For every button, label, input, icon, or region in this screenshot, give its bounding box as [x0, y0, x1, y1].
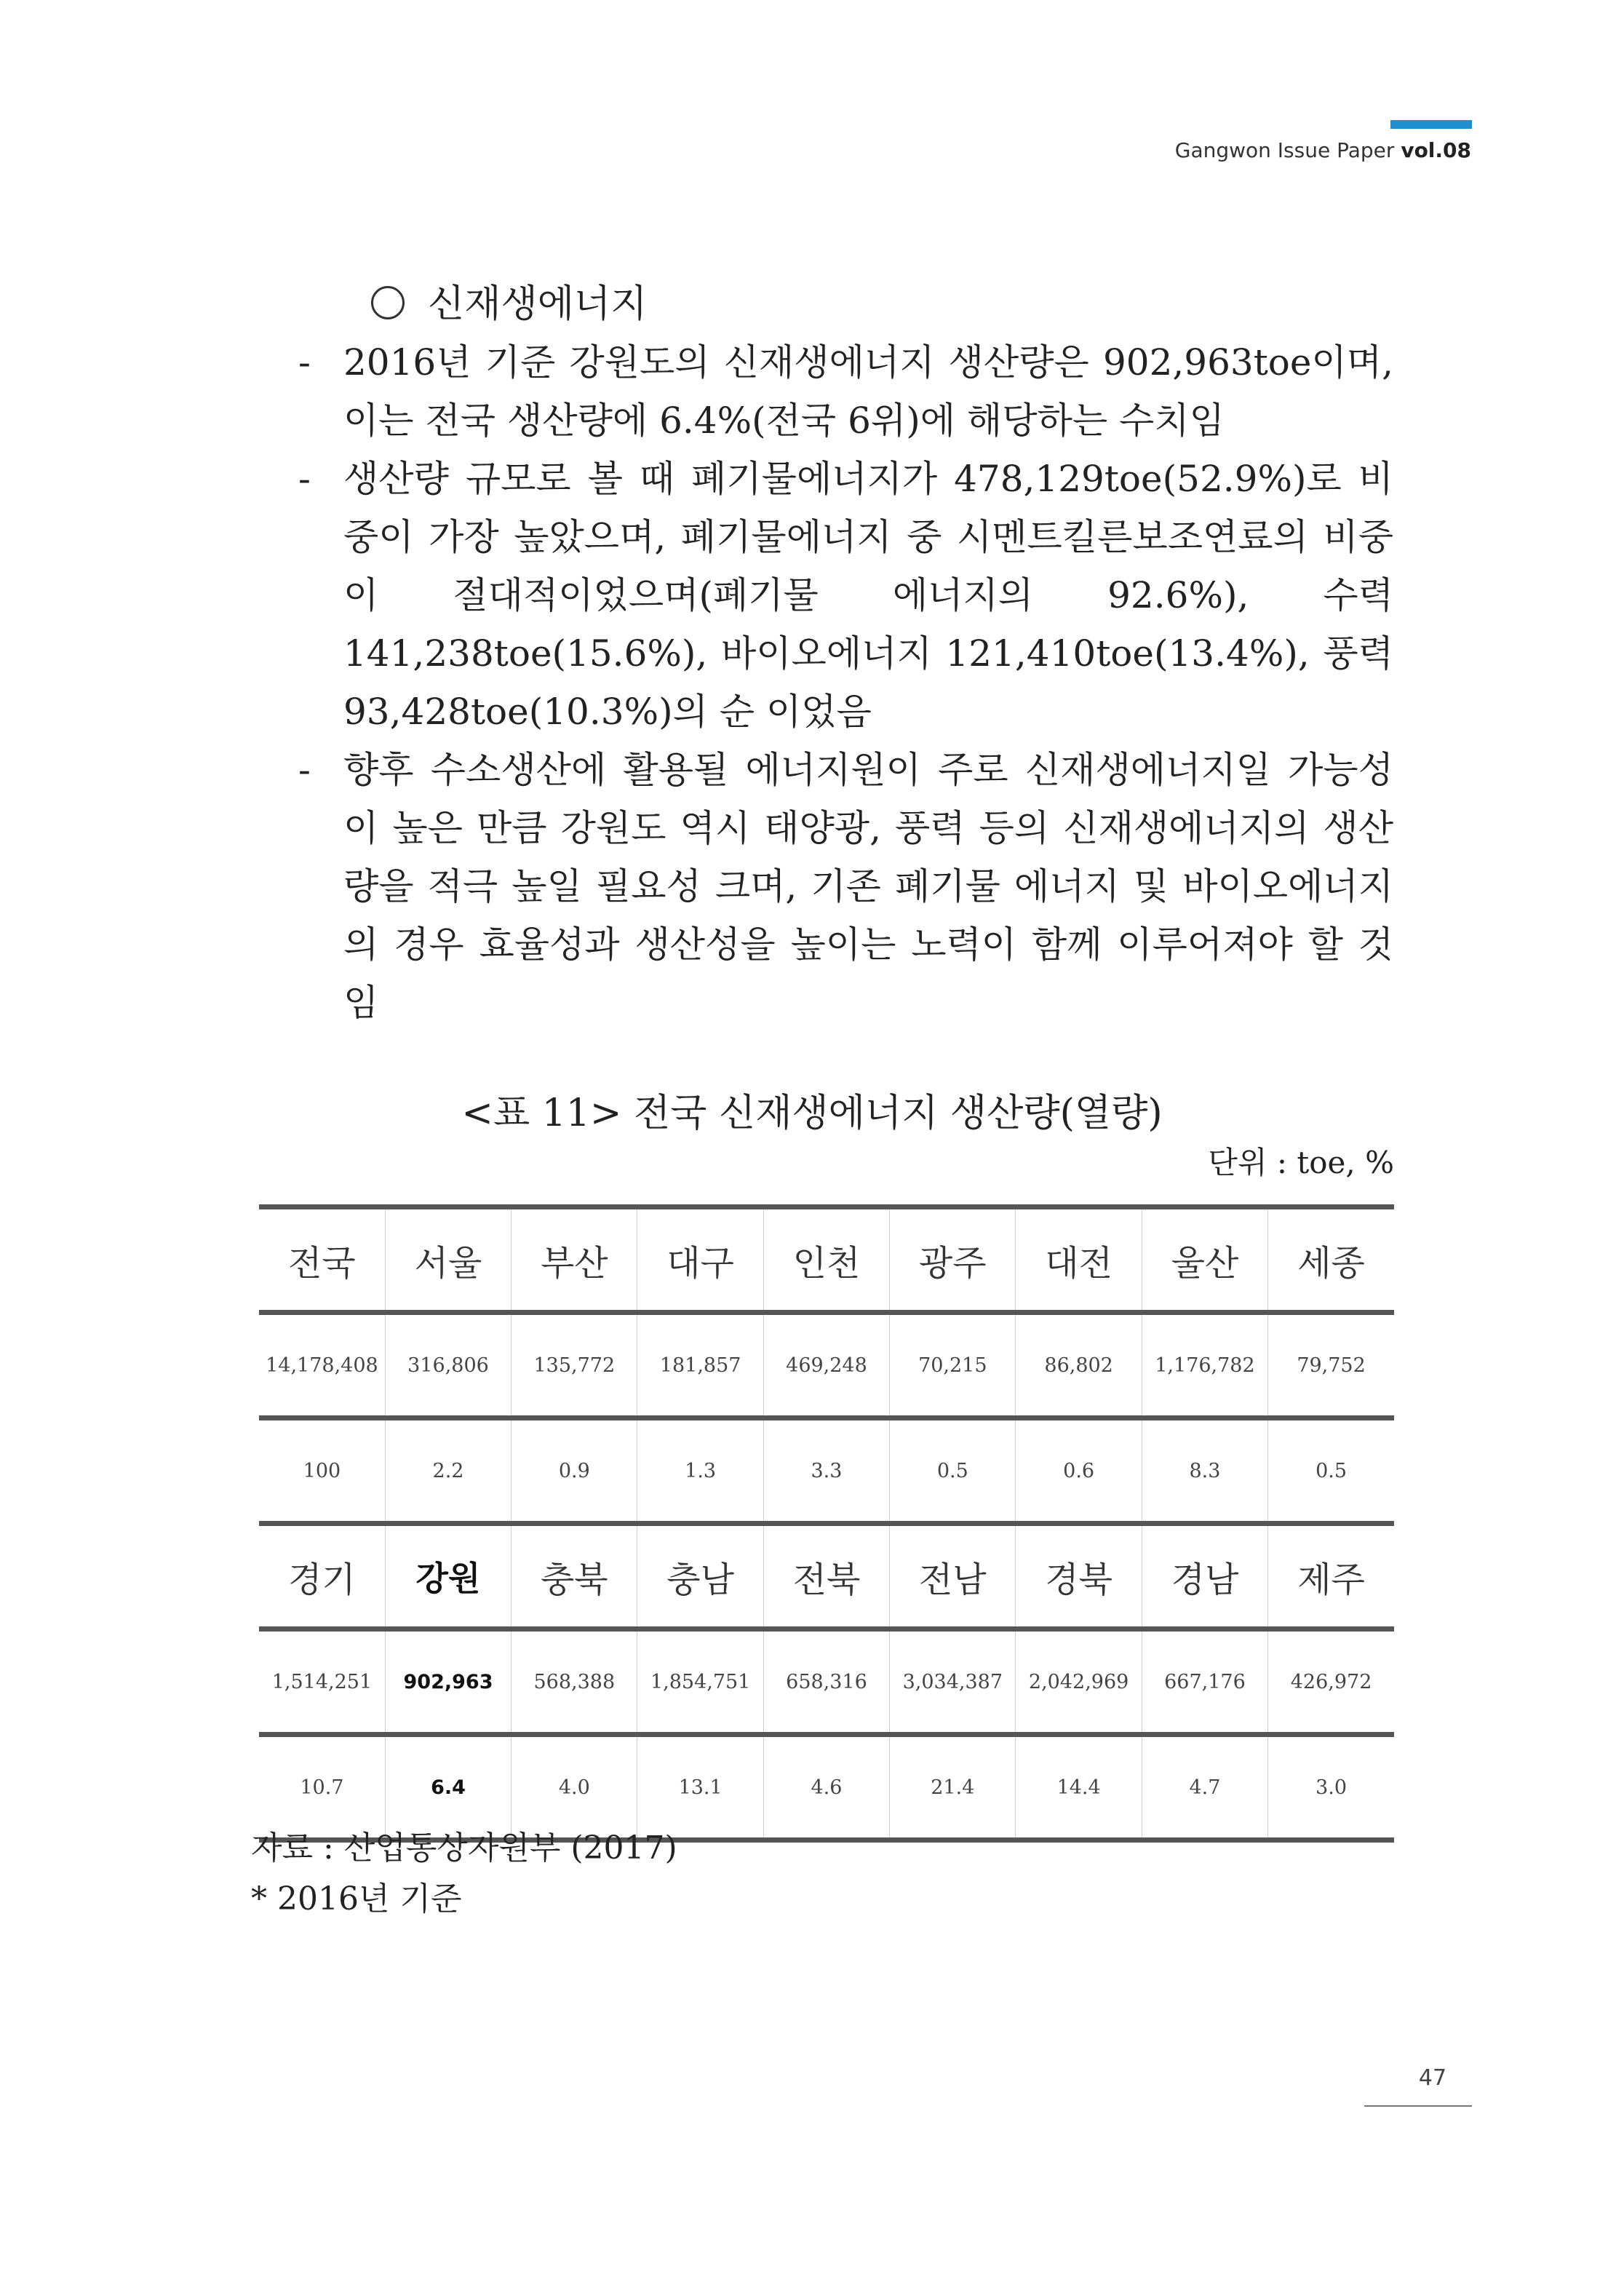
region-cell: 경남	[1142, 1524, 1267, 1629]
table-title: <표 11> 전국 신재생에너지 생산량(열량)	[461, 1092, 1163, 1135]
dash-bullet: -	[298, 341, 311, 384]
bullet-item	[298, 450, 1393, 741]
share-cell: 10.7	[259, 1735, 385, 1840]
header-volume: vol.08	[1401, 138, 1471, 162]
region-cell: 전남	[890, 1524, 1016, 1629]
table-unit: 단위 : toe, %	[1208, 1145, 1394, 1180]
bullet-text: 생산량 규모로 볼 때 폐기물에너지가 478,129toe(52.9%)로 비중이 가장 높았으며, 폐기물에너지 중 시멘트킬른보조연료의 비중이 절대적이었으며(폐기물 에너지의 92.6%), 수력 141,238toe(15.6%), 바이오에너지 121,410toe(13.4%), 풍력 93,428toe(10.3%)의 순 이었음	[343, 458, 1393, 733]
bullet-item	[298, 333, 1393, 450]
share-row	[259, 1418, 1394, 1524]
value-row	[259, 1629, 1394, 1735]
value-cell: 426,972	[1268, 1629, 1394, 1735]
region-cell: 인천	[763, 1207, 889, 1313]
region-cell: 울산	[1142, 1207, 1267, 1313]
share-cell: 3.0	[1268, 1735, 1394, 1840]
section-title-text: 신재생에너지	[428, 282, 648, 326]
region-cell: 전국	[259, 1207, 385, 1313]
region-cell-highlighted: 강원	[385, 1524, 511, 1629]
region-header-row	[259, 1207, 1394, 1313]
value-cell: 2,042,969	[1016, 1629, 1142, 1735]
region-cell: 대구	[637, 1207, 763, 1313]
region-cell: 제주	[1268, 1524, 1394, 1629]
value-cell: 568,388	[512, 1629, 637, 1735]
region-cell: 부산	[512, 1207, 637, 1313]
region-cell: 충북	[512, 1524, 637, 1629]
bullet-item	[298, 741, 1393, 1032]
dash-bullet: -	[298, 749, 311, 791]
value-cell: 14,178,408	[259, 1313, 385, 1418]
value-cell: 667,176	[1142, 1629, 1267, 1735]
header-accent-bar	[1390, 120, 1472, 129]
value-cell: 70,215	[890, 1313, 1016, 1418]
value-row	[259, 1313, 1394, 1418]
value-cell-highlighted: 902,963	[385, 1629, 511, 1735]
table-note: * 2016년 기준	[251, 1880, 462, 1918]
share-cell: 4.6	[763, 1735, 889, 1840]
region-cell: 세종	[1268, 1207, 1394, 1313]
region-cell: 광주	[890, 1207, 1016, 1313]
share-cell: 0.9	[512, 1418, 637, 1524]
value-cell: 1,176,782	[1142, 1313, 1267, 1418]
share-cell: 3.3	[763, 1418, 889, 1524]
value-cell: 135,772	[512, 1313, 637, 1418]
share-cell: 0.5	[890, 1418, 1016, 1524]
share-cell: 100	[259, 1418, 385, 1524]
share-cell: 0.6	[1016, 1418, 1142, 1524]
value-cell: 658,316	[763, 1629, 889, 1735]
value-cell: 86,802	[1016, 1313, 1142, 1418]
region-header-row	[259, 1524, 1394, 1629]
section-title	[371, 275, 647, 333]
region-cell: 대전	[1016, 1207, 1142, 1313]
energy-production-table	[259, 1204, 1394, 1843]
value-cell: 316,806	[385, 1313, 511, 1418]
region-cell: 서울	[385, 1207, 511, 1313]
value-cell: 3,034,387	[890, 1629, 1016, 1735]
circle-bullet-icon	[371, 286, 405, 319]
value-cell: 79,752	[1268, 1313, 1394, 1418]
dash-bullet: -	[298, 458, 311, 500]
share-cell: 1.3	[637, 1418, 763, 1524]
running-header	[1175, 138, 1471, 162]
share-cell: 0.5	[1268, 1418, 1394, 1524]
share-cell: 4.7	[1142, 1735, 1267, 1840]
share-cell: 4.0	[512, 1735, 637, 1840]
share-cell: 13.1	[637, 1735, 763, 1840]
value-cell: 469,248	[763, 1313, 889, 1418]
value-cell: 1,514,251	[259, 1629, 385, 1735]
region-cell: 경북	[1016, 1524, 1142, 1629]
region-cell: 경기	[259, 1524, 385, 1629]
header-title: Gangwon Issue Paper	[1174, 138, 1401, 162]
share-cell: 21.4	[890, 1735, 1016, 1840]
share-cell: 14.4	[1016, 1735, 1142, 1840]
page-number-rule	[1364, 2105, 1472, 2107]
value-cell: 1,854,751	[637, 1629, 763, 1735]
value-cell: 181,857	[637, 1313, 763, 1418]
share-cell: 2.2	[385, 1418, 511, 1524]
table-source: 자료 : 산업통상자원부 (2017)	[251, 1829, 677, 1867]
bullet-text: 2016년 기준 강원도의 신재생에너지 생산량은 902,963toe이며, 이는 전국 생산량에 6.4%(전국 6위)에 해당하는 수치임	[343, 341, 1393, 442]
share-cell: 8.3	[1142, 1418, 1267, 1524]
share-cell-highlighted: 6.4	[385, 1735, 511, 1840]
region-cell: 충남	[637, 1524, 763, 1629]
page-number: 47	[1418, 2065, 1447, 2091]
region-cell: 전북	[763, 1524, 889, 1629]
bullet-text: 향후 수소생산에 활용될 에너지원이 주로 신재생에너지일 가능성이 높은 만큼 강원도 역시 태양광, 풍력 등의 신재생에너지의 생산량을 적극 높일 필요성 크며, 기존 폐기물 에너지 및 바이오에너지의 경우 효율성과 생산성을 높이는 노력이 함께 이루어져야 할 것임	[343, 749, 1393, 1024]
